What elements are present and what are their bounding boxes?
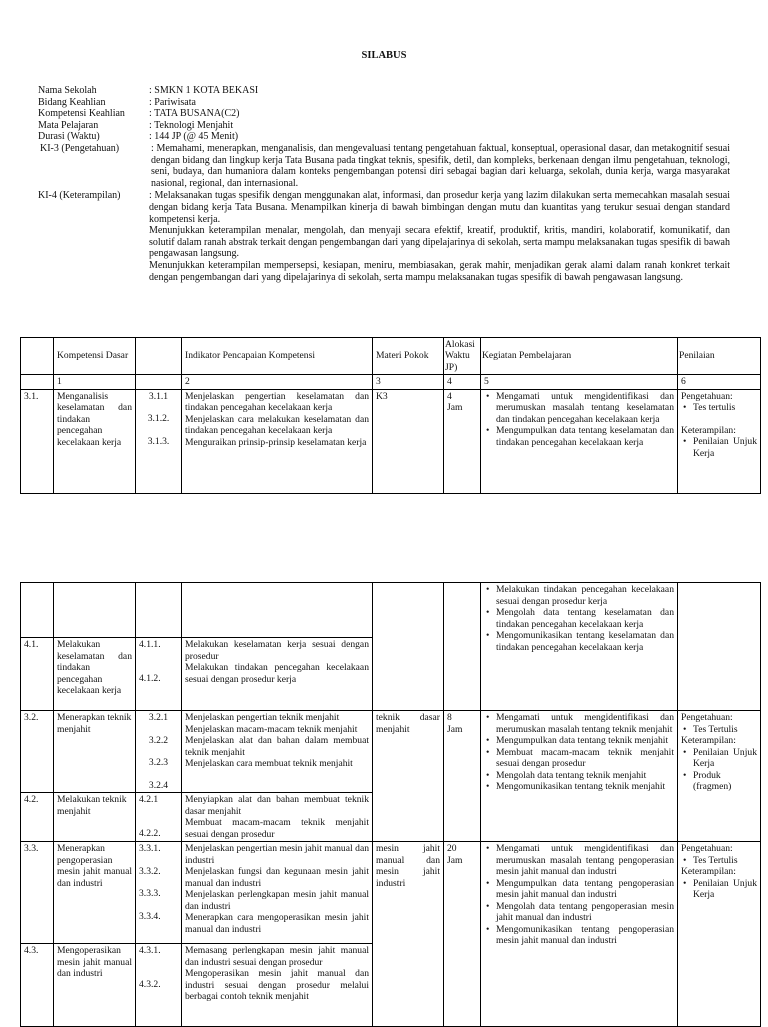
- kegiatan-list: [481, 842, 678, 1027]
- column-number-row: [21, 375, 761, 390]
- table-row: [21, 711, 761, 793]
- info-row: [38, 85, 730, 97]
- header-penilaian: Penilaian: [678, 338, 761, 375]
- col-num: 5: [481, 375, 678, 390]
- ki4-text: : Melaksanakan tugas spesifik dengan menggunakan alat, informasi, dan prosedur kerja yang lazim dilakukan serta memecahkan masalah sesuai dengan bidang kerja Tata Busana. Menampilkan kinerja di bawah bimbingan dengan mutu dan kuantitas yang terukur sesuai dengan standard kompetensi kerja.: [149, 190, 730, 225]
- materi-pokok: mesin jahit manual dan mesin jahit industri: [373, 842, 444, 1027]
- header-cell: [136, 338, 182, 375]
- ki4-paragraph: Menunjukkan keterampilan menalar, mengolah, dan menyaji secara efektif, kreatif, produktif, kritis, mandiri, kolaboratif, komunikatif, dan solutif dalam ranah abstrak terkait dengan pengembangan dari yang dipelajarinya di sekolah, serta mampu melaksanakan tugas spesifik di bawah pengawasan langsung.: [149, 225, 730, 260]
- list-item: • Penilaian Unjuk Kerja: [693, 878, 757, 901]
- indicator-codes: [136, 944, 182, 1027]
- materi-pokok: K3: [373, 389, 444, 493]
- indicator-list: [182, 389, 373, 493]
- col-num: 6: [678, 375, 761, 390]
- kd-number: 3.1.: [21, 389, 54, 493]
- col-num: 1: [54, 375, 136, 390]
- indicator-code: 4.3.2.: [139, 978, 161, 990]
- indicator-text: Mengoperasikan mesin jahit manual dan industri sesuai dengan prosedur melalui berbagai contoh teknik menjahit: [185, 968, 369, 1002]
- list-item: • Mengomunikasikan tentang pengoperasian mesin jahit manual dan industri: [496, 924, 674, 947]
- indicator-codes: [136, 842, 182, 944]
- alokasi-waktu: 8 Jam: [444, 711, 481, 842]
- indicator-text: Menjelaskan pengertian teknik menjahit: [185, 712, 340, 723]
- list-item: • Mengamati untuk mengidentifikasi dan merumuskan masalah tentang teknik menjahit: [496, 712, 674, 735]
- col-num: [21, 375, 54, 390]
- info-row: [38, 108, 730, 120]
- indicator-text: Menjelaskan cara melakukan keselamatan dan tindakan pencegahan kecelakaan kerja: [185, 413, 369, 436]
- table-row: [21, 389, 761, 493]
- indicator-text: Menjelaskan pengertian keselamatan dan tindakan pencegahan kecelakaan kerja: [185, 390, 369, 413]
- kd-number: 3.3.: [21, 842, 54, 944]
- ki3-row: [38, 143, 730, 189]
- table-row: [21, 583, 761, 638]
- header-alokasi: Alokasi Waktu JP): [444, 338, 481, 375]
- indicator-list: [182, 711, 373, 793]
- empty-cell: [54, 583, 136, 638]
- alokasi-waktu: 20 Jam: [444, 842, 481, 1027]
- indicator-codes: [136, 793, 182, 842]
- penilaian-heading: Keterampilan:: [681, 866, 736, 877]
- ki4-row: [38, 190, 730, 225]
- indicator-code: 4.2.2.: [139, 827, 161, 839]
- info-value: : Pariwisata: [149, 96, 196, 108]
- list-item: • Mengamati untuk mengidentifikasi dan merumuskan masalah tentang pengoperasian mesin jahit manual dan industri: [496, 843, 674, 878]
- indicator-code: 3.3.4.: [139, 910, 161, 922]
- indicator-list: [182, 638, 373, 711]
- ki4-paragraph: Menunjukkan keterampilan mempersepsi, kesiapan, meniru, membiasakan, gerak mahir, menjadikan gerak alami dalam ranah konkret terkait dengan pengembangan dari yang dipelajarinya di sekolah, serta mampu melaksanakan tugas spesifik di bawah pengawasan langsung.: [149, 259, 730, 283]
- info-row: [38, 131, 730, 143]
- indicator-code: 3.2.4: [148, 779, 169, 791]
- header-materi: Materi Pokok: [373, 338, 444, 375]
- table-row: [21, 842, 761, 944]
- list-item: • Penilaian Unjuk Kerja: [693, 747, 757, 770]
- alokasi-waktu: 4 Jam: [444, 389, 481, 493]
- list-item: • Mengomunikasikan tentang keselamatan dan tindakan pencegahan kecelakaan kerja: [496, 630, 674, 653]
- kd-number: 4.1.: [21, 638, 54, 711]
- kd-text: Menerapkan teknik menjahit: [54, 711, 136, 793]
- header-indikator: Indikator Pencapaian Kompetensi: [182, 338, 373, 375]
- indicator-text: Menjelaskan alat dan bahan dalam membuat teknik menjahit: [185, 735, 369, 758]
- indicator-text: Menjelaskan perlengkapan mesin jahit manual dan industri: [185, 889, 369, 912]
- indicator-list: [182, 842, 373, 944]
- indicator-text: Melakukan keselamatan kerja sesuai dengan prosedur: [185, 639, 369, 662]
- list-item: • Membuat macam-macam teknik menjahit sesuai dengan prosedur: [496, 747, 674, 770]
- penilaian-heading: Pengetahuan:: [681, 712, 733, 723]
- empty-cell: [182, 583, 373, 638]
- list-item: • Mengumpulkan data tentang keselamatan dan tindakan pencegahan kecelakaan kerja: [496, 425, 674, 448]
- info-row: [38, 120, 730, 132]
- list-item: • Mengolah data tentang teknik menjahit: [496, 770, 674, 782]
- col-num: 4: [444, 375, 481, 390]
- list-item: • Melakukan tindakan pencegahan kecelakaan sesuai dengan prosedur kerja: [496, 584, 674, 607]
- indicator-text: Menerapkan cara mengoperasikan mesin jahit manual dan industri: [185, 912, 369, 935]
- info-label: Nama Sekolah: [38, 85, 97, 96]
- list-item: • Mengolah data tentang pengoperasian mesin jahit manual dan industri: [496, 901, 674, 924]
- page-title: SILABUS: [361, 50, 407, 61]
- penilaian-heading: Keterampilan:: [681, 424, 736, 436]
- indicator-text: Menjelaskan macam-macam teknik menjahit: [185, 723, 358, 735]
- list-item: • Tes Tertulis: [693, 724, 757, 736]
- header-kegiatan: Kegiatan Pembelajaran: [481, 338, 678, 375]
- list-item: • Mengolah data tentang keselamatan dan tindakan pencegahan kecelakaan kerja: [496, 607, 674, 630]
- list-item: • Mengumpulkan data tentang teknik menjahit: [496, 735, 674, 747]
- info-value: : 144 JP (@ 45 Menit): [149, 131, 239, 143]
- list-item: • Mengumpulkan data tentang pengoperasian mesin jahit manual dan industri: [496, 878, 674, 901]
- indicator-text: Menguraikan prinsip-prinsip keselamatan kerja: [185, 436, 367, 448]
- indicator-text: Melakukan tindakan pencegahan kecelakaan sesuai dengan prosedur kerja: [185, 662, 369, 685]
- indicator-code: 3.2.2: [148, 734, 169, 746]
- table-header-row: [21, 338, 761, 375]
- kd-text: Menerapkan pengoperasian mesin jahit manual dan industri: [54, 842, 136, 944]
- indicator-code: 4.2.1: [139, 794, 159, 805]
- info-label: Kompetensi Keahlian: [38, 108, 125, 120]
- kd-text: Mengoperasikan mesin jahit manual dan industri: [54, 944, 136, 1027]
- kd-number: 3.2.: [21, 711, 54, 793]
- indicator-list: [182, 944, 373, 1027]
- indicator-code: 3.3.1.: [139, 843, 161, 854]
- col-num: 2: [182, 375, 373, 390]
- syllabus-table-continued: [20, 582, 761, 1027]
- indicator-text: Menyiapkan alat dan bahan membuat teknik dasar menjahit: [185, 794, 369, 817]
- empty-cell: [373, 583, 444, 711]
- empty-cell: [136, 583, 182, 638]
- list-item: • Tes tertulis: [693, 402, 757, 414]
- indicator-text: Memasang perlengkapan mesin jahit manual dan industri sesuai dengan prosedur: [185, 945, 369, 968]
- indicator-code: 4.1.2.: [139, 672, 161, 684]
- list-item: • Mengomunikasikan tentang teknik menjahit: [496, 781, 674, 793]
- list-item: • Tes Tertulis: [693, 855, 757, 867]
- empty-cell: [444, 583, 481, 711]
- ki3-text: : Memahami, menerapkan, menganalisis, dan mengevaluasi tentang pengetahuan faktual, konseptual, operasional dasar, dan metakognitif sesuai dengan bidang dan lingkup kerja Tata Busana pada tingkat teknis, spesifik, detil, dan kompleks, berkenaan dengan ilmu pengetahuan, teknologi, seni, budaya, dan humaniora dalam konteks pengembangan potensi diri sebagai bagian dari keluarga, sekolah, dunia kerja, warga masyarakat nasional, regional, dan internasional.: [151, 142, 730, 189]
- kd-text: Melakukan keselamatan dan tindakan pencegahan kecelakaan kerja: [54, 638, 136, 711]
- indicator-code: 4.1.1.: [139, 639, 161, 650]
- indicator-codes: [136, 638, 182, 711]
- empty-cell: [678, 583, 761, 711]
- kd-text: Menganalisis keselamatan dan tindakan pencegahan kecelakaan kerja: [54, 389, 136, 493]
- penilaian: [678, 842, 761, 1027]
- penilaian: [678, 389, 761, 493]
- list-item: • Produk (fragmen): [693, 770, 757, 793]
- header-kd: Kompetensi Dasar: [54, 338, 136, 375]
- indicator-text: Menjelaskan cara membuat teknik menjahit: [185, 758, 353, 769]
- indicator-text: Membuat macam-macam teknik menjahit sesuai dengan prosedur: [185, 817, 369, 840]
- indicator-code: 4.3.1.: [139, 945, 161, 956]
- kd-number: 4.2.: [21, 793, 54, 842]
- info-value: : Teknologi Menjahit: [149, 119, 234, 131]
- kd-text: Melakukan teknik menjahit: [54, 793, 136, 842]
- indicator-code: 3.2.3: [148, 757, 169, 768]
- col-num: [136, 375, 182, 390]
- info-label: Bidang Keahlian: [38, 96, 106, 108]
- info-label: Mata Pelajaran: [38, 119, 99, 131]
- list-item: • Penilaian Unjuk Kerja: [693, 436, 757, 459]
- indicator-code: 3.1.1: [148, 390, 169, 402]
- indicator-code: 3.3.2.: [139, 865, 161, 877]
- empty-cell: [21, 583, 54, 638]
- indicator-list: [182, 793, 373, 842]
- list-item: • Mengamati untuk mengidentifikasi dan merumuskan masalah tentang keselamatan dan tindakan pencegahan kecelakaan kerja: [496, 391, 674, 426]
- indicator-code: 3.1.2.: [147, 413, 170, 424]
- materi-pokok: teknik dasar menjahit: [373, 711, 444, 842]
- col-num: 3: [373, 375, 444, 390]
- indicator-codes: [136, 711, 182, 793]
- header-cell: [21, 338, 54, 375]
- kegiatan-list: [481, 711, 678, 842]
- penilaian-heading: Pengetahuan:: [681, 843, 733, 854]
- syllabus-table: [20, 337, 761, 494]
- indicator-codes: [136, 389, 182, 493]
- penilaian: [678, 711, 761, 842]
- kegiatan-list: [481, 389, 678, 493]
- info-value: : TATA BUSANA(C2): [149, 108, 240, 120]
- indicator-text: Menjelaskan pengertian mesin jahit manual dan industri: [185, 843, 369, 866]
- kd-number: 4.3.: [21, 944, 54, 1027]
- indicator-code: 3.1.3.: [147, 435, 170, 447]
- indicator-code: 3.2.1: [148, 712, 169, 723]
- info-row: [38, 97, 730, 109]
- kegiatan-list: [481, 583, 678, 711]
- penilaian-heading: Pengetahuan:: [681, 390, 733, 402]
- ki4-label: KI-4 (Keterampilan): [38, 190, 121, 202]
- info-label: Durasi (Waktu): [38, 131, 100, 143]
- ki3-label: KI-3 (Pengetahuan): [40, 142, 120, 154]
- penilaian-heading: Keterampilan:: [681, 735, 736, 746]
- info-value: : SMKN 1 KOTA BEKASI: [149, 85, 259, 96]
- school-info: [38, 85, 730, 283]
- indicator-text: Menjelaskan fungsi dan kegunaan mesin jahit manual dan industri: [185, 866, 369, 889]
- indicator-code: 3.3.3.: [139, 888, 161, 899]
